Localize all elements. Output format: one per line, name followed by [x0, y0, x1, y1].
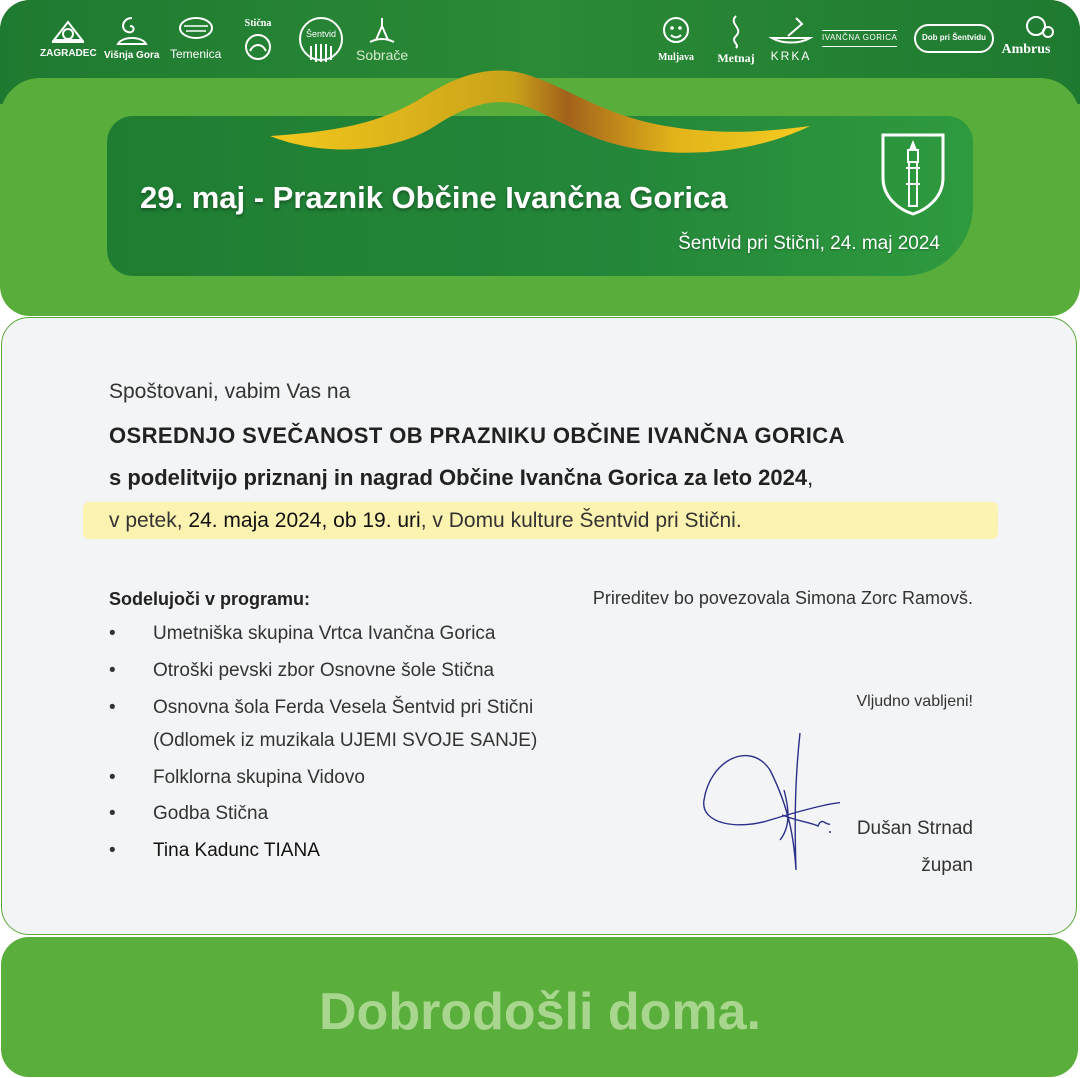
mushroom-icon: [996, 14, 1056, 40]
logo-sobrace: [356, 14, 408, 63]
bullet: •: [109, 659, 116, 681]
logo-sticna: [238, 18, 278, 67]
logo-ivancna-gorica: [822, 30, 897, 47]
list-item-text: Osnovna šola Ferda Vesela Šentvid pri Stični: [153, 696, 534, 718]
banner-subtitle: Šentvid pri Stični, 24. maj 2024: [678, 233, 940, 254]
event-when: [109, 509, 742, 533]
list-item-text: Folklorna skupina Vidovo: [153, 766, 365, 788]
greeting: Spoštovani, vabim Vas na: [109, 380, 351, 403]
logo-label: IVANČNA GORICA: [822, 30, 897, 47]
list-item: [109, 661, 537, 682]
municipality-crest-icon: [880, 132, 946, 216]
logo-visnja-gora: [104, 14, 159, 61]
event-subtitle-comma: ,: [807, 465, 814, 490]
list-item-text: Tina Kadunc TIANA: [153, 840, 320, 862]
logo-metnaj: [716, 14, 756, 65]
bullet: •: [109, 766, 116, 788]
basket-icon: [175, 14, 217, 46]
list-item: [109, 624, 537, 645]
logo-label: Višnja Gora: [104, 50, 160, 61]
event-subtitle-text: s podelitvijo priznanj in nagrad Občine Ivančna Gorica za leto 2024: [109, 465, 808, 490]
golden-wave-icon: [265, 66, 815, 166]
logo-temenica: [170, 14, 221, 61]
closing-regards: Vljudno vabljeni!: [856, 693, 973, 710]
banner-title: 29. maj - Praznik Občine Ivančna Gorica: [140, 180, 728, 215]
when-date: 24. maja 2024, ob 19. uri: [188, 509, 421, 532]
handwritten-signature: [700, 730, 840, 875]
signer-name: Dušan Strnad: [856, 818, 973, 839]
bullet: •: [109, 623, 116, 644]
signer-role: župan: [921, 855, 973, 876]
when-suffix: , v Domu kulture Šentvid pri Stični.: [420, 509, 742, 532]
logo-label: Ambrus: [1001, 42, 1051, 57]
bullet: •: [109, 840, 116, 862]
logo-label: Temenica: [170, 47, 222, 61]
bullet: •: [109, 803, 116, 825]
logo-label: Metnaj: [717, 51, 755, 65]
program-host: Prireditev bo povezovala Simona Zorc Ramovš.: [592, 588, 973, 608]
footer-slogan: Dobrodošli doma.: [319, 983, 761, 1041]
program-heading: Sodelujoči v programu:: [109, 589, 311, 609]
boat-icon: [768, 14, 814, 48]
list-item: [109, 698, 537, 752]
list-item-text: Umetniška skupina Vrtca Ivančna Gorica: [153, 623, 496, 644]
bullet: •: [109, 696, 116, 718]
organ-pipes-icon: [298, 16, 344, 66]
logo-muljava: [656, 14, 696, 63]
when-prefix: v petek,: [109, 509, 189, 532]
logo-label: Šentvid: [305, 29, 337, 39]
event-subtitle: [109, 465, 813, 491]
mill-icon: [48, 14, 88, 46]
church-icon: [362, 14, 402, 46]
list-item: [109, 768, 537, 789]
logo-label: Sobrače: [356, 47, 409, 63]
logo-zagradec: [40, 14, 97, 59]
logo-label: Stična: [244, 18, 272, 29]
vine-icon: [716, 14, 756, 50]
list-item-subtext: (Odlomek iz muzikala UJEMI SVOJE SANJE): [153, 729, 538, 751]
logo-label: ZAGRADEC: [40, 48, 97, 59]
list-item-text: Godba Stična: [153, 803, 269, 825]
logo-sentvid: [298, 16, 344, 68]
program-list: [109, 624, 537, 878]
logo-krka: [768, 14, 814, 63]
monk-icon: [238, 29, 278, 65]
list-item-text: Otroški pevski zbor Osnovne šole Stična: [153, 659, 495, 681]
logo-label: KRKA: [770, 49, 812, 63]
portrait-icon: [656, 14, 696, 50]
logo-dob-pri-sentvidu: [914, 24, 994, 53]
snail-icon: [112, 14, 152, 48]
logo-label: Dob pri Šentvidu: [914, 24, 994, 53]
list-item: [109, 804, 537, 825]
list-item: [109, 841, 537, 862]
logo-label: Muljava: [657, 52, 695, 63]
logo-ambrus: [996, 14, 1056, 57]
event-title: OSREDNJO SVEČANOST OB PRAZNIKU OBČINE IVANČNA GORICA: [109, 423, 845, 448]
